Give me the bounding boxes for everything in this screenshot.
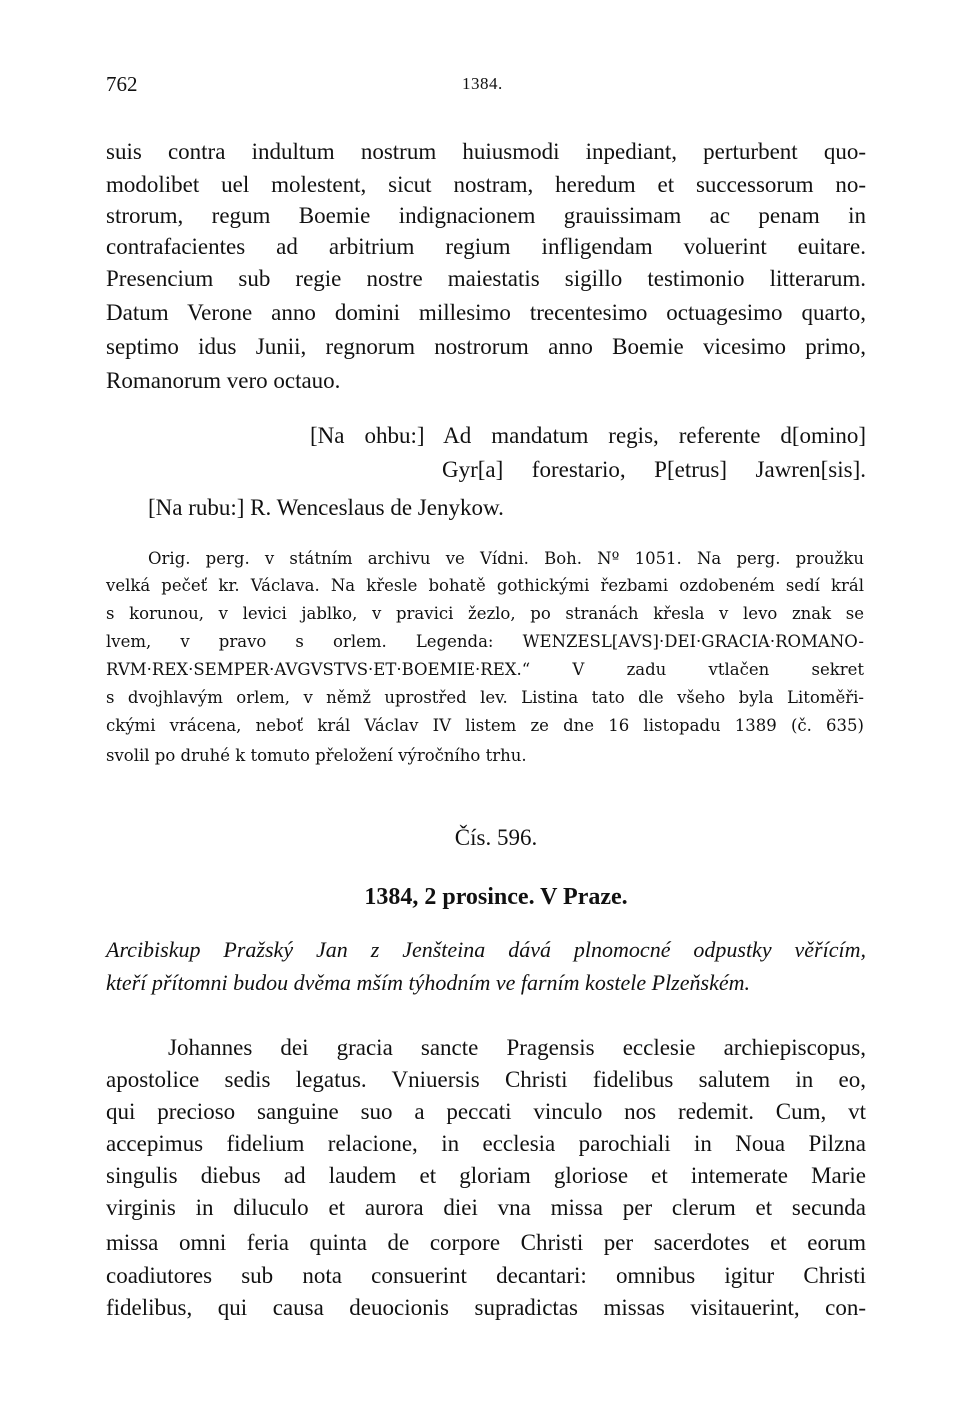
- body-line: singulis diebus ad laudem et gloriam gloriose et intemerate Marie: [106, 1163, 866, 1188]
- source-note-line: RVM·REX·SEMPER·AVGVSTVS·ET·BOEMIE·REX.“ V zadu vtlačen sekret: [106, 660, 864, 679]
- text-line: modolibet uel molestent, sicut nostram, heredum et successorum no-: [106, 172, 866, 197]
- source-note-line: s korunou, v levici jablko, v pravici žezlo, po stranách křesla v levo znak se: [106, 604, 864, 623]
- text-line: contrafacientes ad arbitrium regium infligendam voluerint euitare.: [106, 234, 866, 259]
- body-line: Johannes dei gracia sancte Pragensis ecclesie archiepiscopus,: [168, 1035, 866, 1060]
- text-line: suis contra indultum nostrum huiusmodi inpediant, perturbent quo-: [106, 139, 866, 164]
- document-number: Čís. 596.: [454, 825, 538, 850]
- page-number: 762: [106, 72, 138, 96]
- body-line: qui precioso sanguine suo a peccati vinculo nos redemit. Cum, vt: [106, 1099, 866, 1124]
- text-line: Romanorum vero octauo.: [106, 368, 341, 393]
- body-line: virginis in diluculo et aurora diei vna missa per clerum et secunda: [106, 1195, 866, 1220]
- fold-note-continued: Gyr[a] forestario, P[etrus] Jawren[sis].: [442, 457, 866, 482]
- back-note: [Na rubu:] R. Wenceslaus de Jenykow.: [148, 495, 504, 520]
- source-note-line: svolil po druhé k tomuto přeložení výročního trhu.: [106, 746, 527, 765]
- text-line: Presencium sub regie nostre maiestatis sigillo testimonio litterarum.: [106, 266, 866, 291]
- body-line: coadiutores sub nota consuerint decantari: omnibus igitur Christi: [106, 1263, 866, 1288]
- source-note-line: Orig. perg. v státním archivu ve Vídni. Boh. Nº 1051. Na perg. proužku: [148, 549, 864, 568]
- body-line: missa omni feria quinta de corpore Christi per sacerdotes et eorum: [106, 1230, 866, 1255]
- text-line: strorum, regum Boemie indignacionem grauissimam ac penam in: [106, 203, 866, 228]
- source-note-line: ckými vrácena, neboť král Václav IV listem ze dne 16 listopadu 1389 (č. 635): [106, 716, 864, 735]
- body-line: accepimus fidelium relacione, in ecclesia parochiali in Noua Pilzna: [106, 1131, 866, 1156]
- body-line: apostolice sedis legatus. Vniuersis Christi fidelibus salutem in eo,: [106, 1067, 866, 1092]
- summary-line: Arcibiskup Pražský Jan z Jenšteina dává plnomocné odpustky věřícím,: [106, 937, 866, 962]
- text-line: Datum Verone anno domini millesimo trecentesimo octuagesimo quarto,: [106, 300, 866, 325]
- source-note-line: lvem, v pravo s orlem. Legenda: WENZESL[AVS]·DEI·GRACIA·ROMANO-: [106, 632, 864, 651]
- running-year: 1384.: [462, 74, 503, 93]
- body-line: fidelibus, qui causa deuocionis supradictas missas visitauerint, con-: [106, 1295, 866, 1320]
- text-line: septimo idus Junii, regnorum nostrorum anno Boemie vicesimo primo,: [106, 334, 866, 359]
- source-note-line: velká pečeť kr. Václava. Na křesle bohatě gothickými řezbami ozdobeném sedí král: [106, 576, 864, 595]
- summary-line: kteří přítomni budou dvěma mším týhodním ve farním kostele Plzeňském.: [106, 970, 750, 995]
- fold-note: [Na ohbu:] Ad mandatum regis, referente d[omino]: [310, 423, 866, 448]
- document-date-place: 1384, 2 prosince. V Praze.: [364, 884, 628, 910]
- source-note-line: s dvojhlavým orlem, v němž uprostřed lev. Listina tato dle všeho byla Litoměři-: [106, 688, 864, 707]
